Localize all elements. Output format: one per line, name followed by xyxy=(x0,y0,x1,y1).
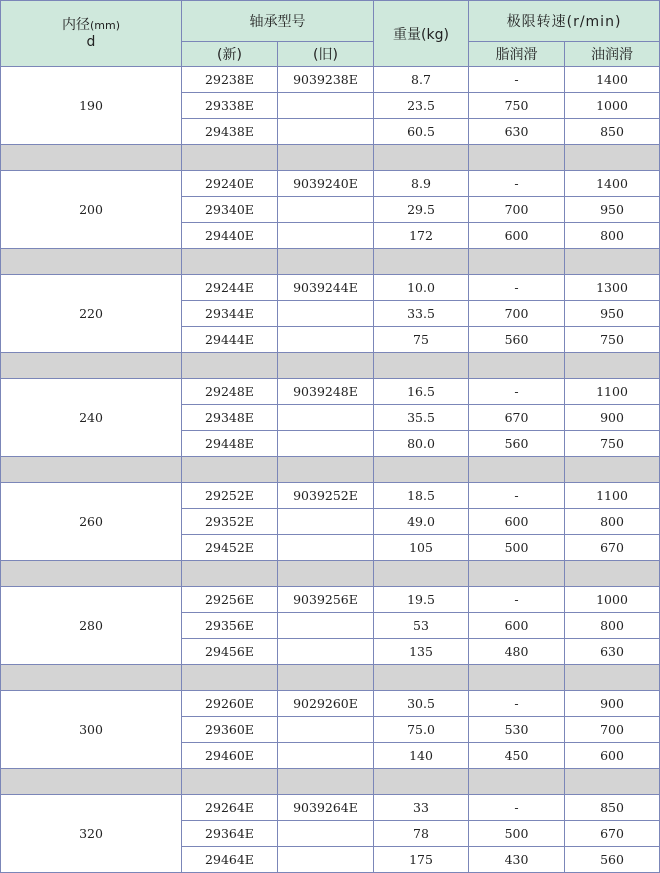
separator-cell xyxy=(182,353,278,379)
weight-cell: 49.0 xyxy=(374,509,469,535)
bore-label: 内径 xyxy=(61,17,90,33)
grease-cell: 480 xyxy=(469,639,565,665)
group-separator-row xyxy=(1,665,660,691)
oil-cell: 850 xyxy=(565,795,660,821)
weight-cell: 30.5 xyxy=(374,691,469,717)
new-cell: 29344E xyxy=(182,301,278,327)
new-cell: 29340E xyxy=(182,197,278,223)
new-cell: 29348E xyxy=(182,405,278,431)
old-cell: 9039256E xyxy=(278,587,374,613)
separator-cell xyxy=(1,457,182,483)
old-cell xyxy=(278,613,374,639)
separator-cell xyxy=(278,353,374,379)
oil-cell: 1100 xyxy=(565,379,660,405)
weight-cell: 18.5 xyxy=(374,483,469,509)
new-cell: 29264E xyxy=(182,795,278,821)
weight-cell: 19.5 xyxy=(374,587,469,613)
separator-cell xyxy=(374,457,469,483)
weight-cell: 75 xyxy=(374,327,469,353)
oil-cell: 900 xyxy=(565,691,660,717)
new-cell: 29252E xyxy=(182,483,278,509)
separator-cell xyxy=(278,145,374,171)
separator-cell xyxy=(565,145,660,171)
separator-cell xyxy=(469,665,565,691)
separator-cell xyxy=(374,145,469,171)
grease-cell: 750 xyxy=(469,93,565,119)
new-cell: 29444E xyxy=(182,327,278,353)
grease-cell: 560 xyxy=(469,431,565,457)
separator-cell xyxy=(565,769,660,795)
oil-cell: 1400 xyxy=(565,67,660,93)
grease-cell: 530 xyxy=(469,717,565,743)
oil-cell: 670 xyxy=(565,821,660,847)
old-cell xyxy=(278,431,374,457)
separator-cell xyxy=(565,457,660,483)
bore-diameter-cell: 320 xyxy=(1,795,182,873)
weight-cell: 175 xyxy=(374,847,469,873)
old-cell: 9029260E xyxy=(278,691,374,717)
new-cell: 29464E xyxy=(182,847,278,873)
weight-cell: 8.9 xyxy=(374,171,469,197)
weight-cell: 60.5 xyxy=(374,119,469,145)
separator-cell xyxy=(565,249,660,275)
weight-cell: 105 xyxy=(374,535,469,561)
grease-cell: 600 xyxy=(469,509,565,535)
separator-cell xyxy=(182,769,278,795)
separator-cell xyxy=(182,665,278,691)
separator-cell xyxy=(374,561,469,587)
separator-cell xyxy=(1,561,182,587)
old-cell: 9039252E xyxy=(278,483,374,509)
bore-diameter-header xyxy=(1,1,182,67)
bore-diameter-cell: 240 xyxy=(1,379,182,457)
grease-cell: - xyxy=(469,795,565,821)
table-row xyxy=(1,587,660,613)
separator-cell xyxy=(182,249,278,275)
separator-cell xyxy=(182,457,278,483)
new-cell: 29240E xyxy=(182,171,278,197)
bore-symbol: d xyxy=(86,34,96,50)
old-cell xyxy=(278,93,374,119)
separator-cell xyxy=(278,457,374,483)
separator-cell xyxy=(469,249,565,275)
table-row xyxy=(1,795,660,821)
grease-cell: 560 xyxy=(469,327,565,353)
bore-diameter-cell: 200 xyxy=(1,171,182,249)
separator-cell xyxy=(182,561,278,587)
oil-cell: 630 xyxy=(565,639,660,665)
grease-cell: 430 xyxy=(469,847,565,873)
separator-cell xyxy=(278,665,374,691)
separator-cell xyxy=(374,353,469,379)
table-body xyxy=(1,67,660,873)
group-separator-row xyxy=(1,769,660,795)
bore-unit: (mm) xyxy=(89,19,120,32)
oil-cell: 800 xyxy=(565,509,660,535)
grease-cell: - xyxy=(469,691,565,717)
oil-cell: 1300 xyxy=(565,275,660,301)
old-cell xyxy=(278,327,374,353)
old-cell: 9039244E xyxy=(278,275,374,301)
separator-cell xyxy=(469,145,565,171)
new-cell: 29440E xyxy=(182,223,278,249)
table-row xyxy=(1,379,660,405)
grease-cell: - xyxy=(469,67,565,93)
oil-cell: 900 xyxy=(565,405,660,431)
oil-cell: 950 xyxy=(565,301,660,327)
grease-cell: 600 xyxy=(469,613,565,639)
speed-limit-header: 极限转速(r/min) xyxy=(469,1,660,42)
old-cell xyxy=(278,743,374,769)
separator-cell xyxy=(469,353,565,379)
new-cell: 29438E xyxy=(182,119,278,145)
separator-cell xyxy=(469,457,565,483)
separator-cell xyxy=(565,665,660,691)
table-row xyxy=(1,691,660,717)
table-row xyxy=(1,275,660,301)
weight-cell: 35.5 xyxy=(374,405,469,431)
separator-cell xyxy=(1,249,182,275)
bore-diameter-cell: 260 xyxy=(1,483,182,561)
oil-cell: 1100 xyxy=(565,483,660,509)
separator-cell xyxy=(565,353,660,379)
grease-cell: - xyxy=(469,587,565,613)
weight-cell: 29.5 xyxy=(374,197,469,223)
grease-cell: - xyxy=(469,275,565,301)
bore-diameter-cell: 280 xyxy=(1,587,182,665)
new-cell: 29244E xyxy=(182,275,278,301)
grease-cell: - xyxy=(469,379,565,405)
weight-cell: 75.0 xyxy=(374,717,469,743)
weight-cell: 10.0 xyxy=(374,275,469,301)
group-separator-row xyxy=(1,353,660,379)
oil-cell: 850 xyxy=(565,119,660,145)
old-cell: 9039248E xyxy=(278,379,374,405)
separator-cell xyxy=(1,769,182,795)
group-separator-row xyxy=(1,561,660,587)
old-cell: 9039238E xyxy=(278,67,374,93)
weight-cell: 172 xyxy=(374,223,469,249)
table-header xyxy=(1,1,660,67)
new-cell: 29260E xyxy=(182,691,278,717)
oil-cell: 1000 xyxy=(565,93,660,119)
group-separator-row xyxy=(1,249,660,275)
new-cell: 29238E xyxy=(182,67,278,93)
group-separator-row xyxy=(1,457,660,483)
weight-cell: 80.0 xyxy=(374,431,469,457)
oil-cell: 750 xyxy=(565,431,660,457)
weight-cell: 140 xyxy=(374,743,469,769)
bearing-type-header: 轴承型号 xyxy=(182,1,374,42)
bore-diameter-cell: 220 xyxy=(1,275,182,353)
new-cell: 29456E xyxy=(182,639,278,665)
old-cell: 9039264E xyxy=(278,795,374,821)
weight-cell: 53 xyxy=(374,613,469,639)
oil-cell: 1400 xyxy=(565,171,660,197)
weight-cell: 33.5 xyxy=(374,301,469,327)
new-cell: 29364E xyxy=(182,821,278,847)
old-cell: 9039240E xyxy=(278,171,374,197)
weight-cell: 8.7 xyxy=(374,67,469,93)
old-cell xyxy=(278,197,374,223)
weight-cell: 78 xyxy=(374,821,469,847)
oil-cell: 600 xyxy=(565,743,660,769)
separator-cell xyxy=(374,665,469,691)
new-cell: 29448E xyxy=(182,431,278,457)
new-cell: 29360E xyxy=(182,717,278,743)
bore-diameter-cell: 300 xyxy=(1,691,182,769)
new-cell: 29460E xyxy=(182,743,278,769)
oil-cell: 800 xyxy=(565,223,660,249)
old-model-header: (旧) xyxy=(278,42,374,67)
old-cell xyxy=(278,847,374,873)
old-cell xyxy=(278,223,374,249)
weight-cell: 33 xyxy=(374,795,469,821)
grease-cell: - xyxy=(469,171,565,197)
grease-cell: 670 xyxy=(469,405,565,431)
oil-cell: 750 xyxy=(565,327,660,353)
separator-cell xyxy=(469,769,565,795)
weight-cell: 135 xyxy=(374,639,469,665)
old-cell xyxy=(278,119,374,145)
new-cell: 29452E xyxy=(182,535,278,561)
table-row xyxy=(1,483,660,509)
grease-cell: 450 xyxy=(469,743,565,769)
new-cell: 29352E xyxy=(182,509,278,535)
oil-header: 油润滑 xyxy=(565,42,660,67)
old-cell xyxy=(278,717,374,743)
old-cell xyxy=(278,301,374,327)
separator-cell xyxy=(182,145,278,171)
old-cell xyxy=(278,535,374,561)
oil-cell: 1000 xyxy=(565,587,660,613)
bore-diameter-cell: 190 xyxy=(1,67,182,145)
weight-header: 重量(kg) xyxy=(374,1,469,67)
weight-cell: 16.5 xyxy=(374,379,469,405)
separator-cell xyxy=(1,665,182,691)
separator-cell xyxy=(278,561,374,587)
oil-cell: 800 xyxy=(565,613,660,639)
oil-cell: 700 xyxy=(565,717,660,743)
grease-cell: 500 xyxy=(469,821,565,847)
oil-cell: 560 xyxy=(565,847,660,873)
separator-cell xyxy=(565,561,660,587)
table-row xyxy=(1,171,660,197)
oil-cell: 670 xyxy=(565,535,660,561)
separator-cell xyxy=(374,769,469,795)
weight-cell: 23.5 xyxy=(374,93,469,119)
separator-cell xyxy=(278,249,374,275)
grease-cell: - xyxy=(469,483,565,509)
separator-cell xyxy=(469,561,565,587)
oil-cell: 950 xyxy=(565,197,660,223)
table-row xyxy=(1,67,660,93)
new-cell: 29248E xyxy=(182,379,278,405)
old-cell xyxy=(278,405,374,431)
separator-cell xyxy=(1,353,182,379)
grease-cell: 600 xyxy=(469,223,565,249)
new-cell: 29256E xyxy=(182,587,278,613)
old-cell xyxy=(278,821,374,847)
old-cell xyxy=(278,639,374,665)
group-separator-row xyxy=(1,145,660,171)
grease-header: 脂润滑 xyxy=(469,42,565,67)
separator-cell xyxy=(1,145,182,171)
grease-cell: 700 xyxy=(469,197,565,223)
separator-cell xyxy=(278,769,374,795)
grease-cell: 500 xyxy=(469,535,565,561)
grease-cell: 700 xyxy=(469,301,565,327)
new-model-header: (新) xyxy=(182,42,278,67)
new-cell: 29338E xyxy=(182,93,278,119)
grease-cell: 630 xyxy=(469,119,565,145)
separator-cell xyxy=(374,249,469,275)
new-cell: 29356E xyxy=(182,613,278,639)
old-cell xyxy=(278,509,374,535)
